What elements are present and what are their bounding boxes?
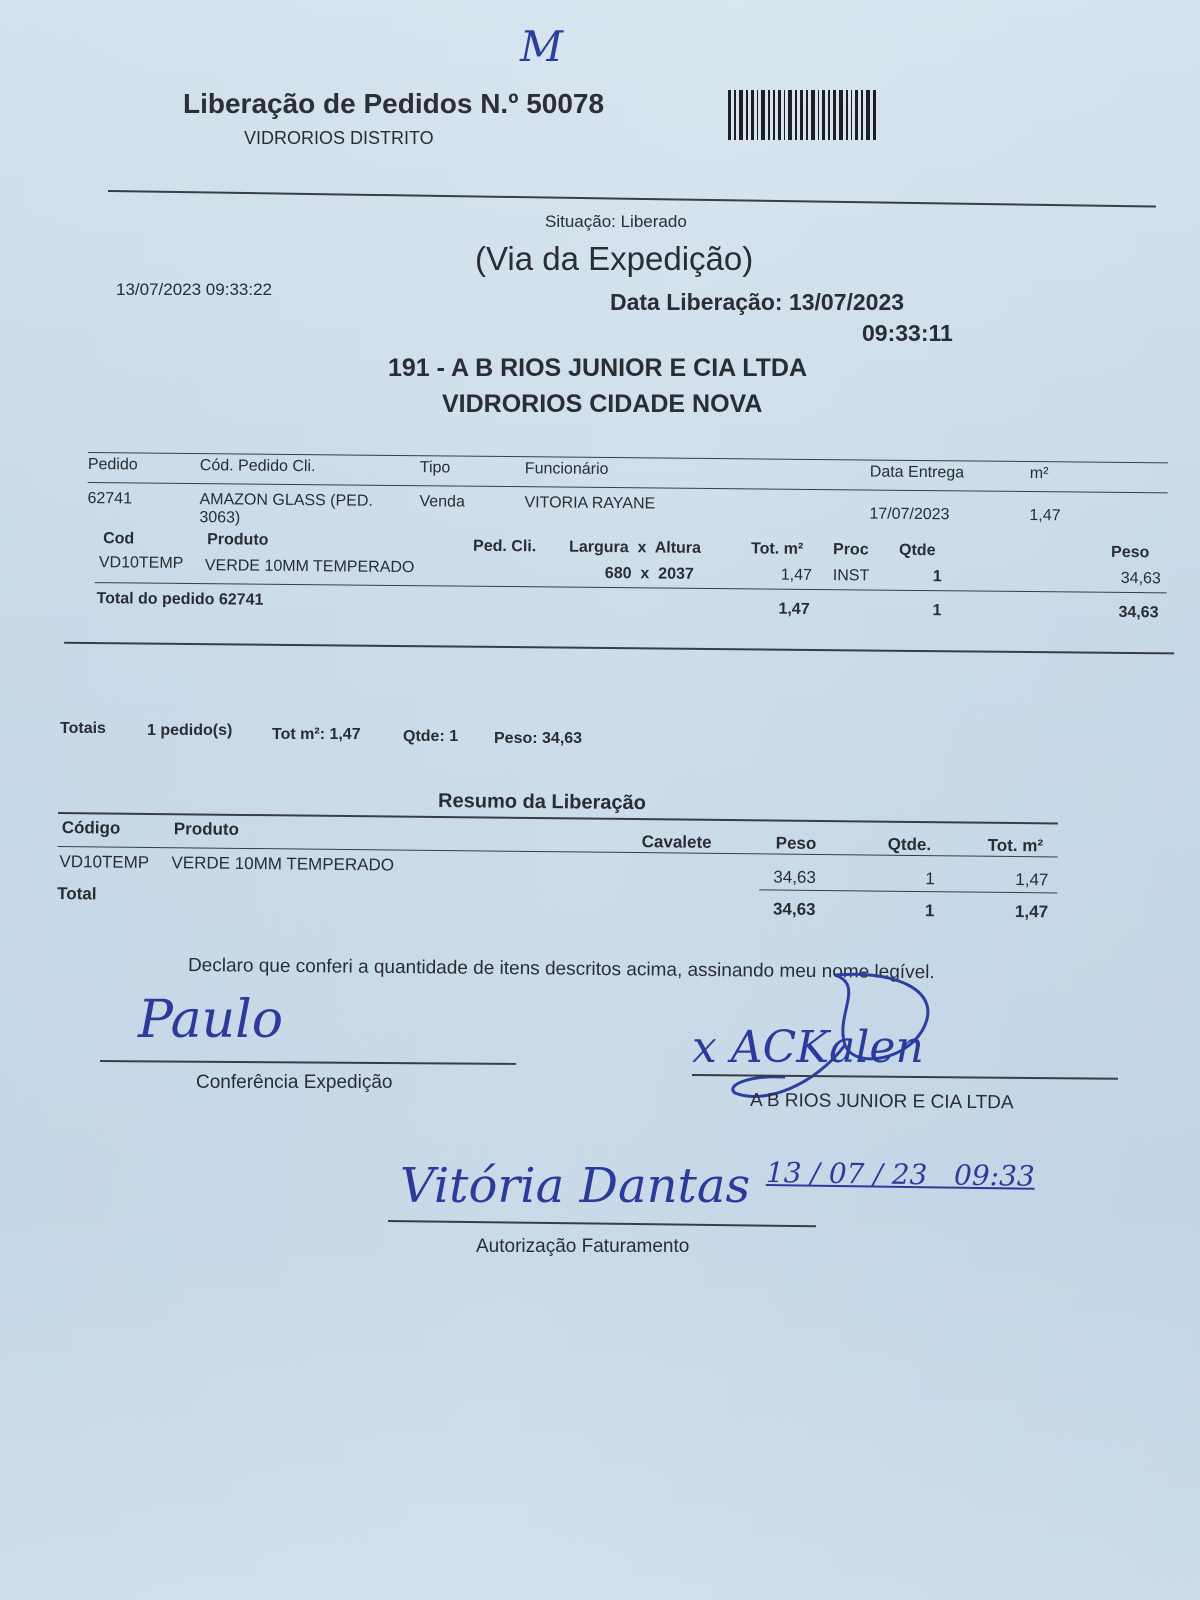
- item-header-proc: Proc: [832, 541, 869, 559]
- row-cod-pedido-cli-1: AMAZON GLASS (PED.: [199, 491, 373, 510]
- client-name: 191 - A B RIOS JUNIOR E CIA LTDA: [388, 354, 808, 382]
- item-header-largura-altura: Largura x Altura: [569, 538, 702, 557]
- client-signature: x ACKalen: [692, 1022, 924, 1073]
- totals-peso: Peso: 34,63: [494, 730, 583, 747]
- summary-total-tot-m2: 1,47: [1014, 902, 1049, 922]
- data-liberacao: Data Liberação: 13/07/2023: [610, 289, 905, 315]
- item-produto: VERDE 10MM TEMPERADO: [204, 557, 415, 577]
- company-name: VIDRORIOS DISTRITO: [244, 128, 434, 148]
- autorizacao-signature: Vitória Dantas: [400, 1158, 751, 1214]
- item-header-ped-cli: Ped. Cli.: [473, 537, 537, 556]
- order-total-m2: 1,47: [778, 600, 810, 618]
- col-header-data-entrega: Data Entrega: [869, 463, 965, 482]
- summary-row-tot-m2: 1,47: [1015, 870, 1049, 890]
- item-tot-m2: 1,47: [780, 566, 813, 584]
- summary-header-peso: Peso: [775, 833, 817, 853]
- item-cod: VD10TEMP: [98, 554, 184, 572]
- col-header-tipo: Tipo: [419, 459, 451, 477]
- summary-total-rule: [759, 889, 1057, 893]
- handwritten-mark: M: [520, 22, 564, 71]
- status-situacao: Situação: Liberado: [545, 212, 687, 231]
- summary-header-codigo: Código: [61, 818, 121, 838]
- summary-header-produto: Produto: [173, 819, 240, 839]
- summary-total-qtde: 1: [924, 901, 935, 921]
- item-peso: 34,63: [1120, 569, 1161, 588]
- print-datetime: 13/07/2023 09:33:22: [116, 280, 272, 299]
- row-cod-pedido-cli-2: 3063): [199, 509, 241, 527]
- via-label: (Via da Expedição): [475, 240, 754, 277]
- summary-total-peso: 34,63: [772, 899, 816, 919]
- item-header-peso: Peso: [1110, 543, 1150, 562]
- declaration-text: Declaro que conferi a quantidade de itens descritos acima, assinando meu nome legível.: [187, 955, 935, 984]
- order-total-qtde: 1: [932, 602, 942, 620]
- autorizacao-label: Autorização Faturamento: [476, 1236, 690, 1257]
- row-pedido: 62741: [87, 489, 133, 508]
- conferencia-label: Conferência Expedição: [196, 1072, 393, 1093]
- summary-header-qtde: Qtde.: [887, 834, 932, 855]
- client-branch: VIDRORIOS CIDADE NOVA: [442, 390, 763, 418]
- totals-label: Totais: [60, 720, 106, 737]
- item-dimensions: 680 x 2037: [604, 564, 694, 583]
- row-data-entrega: 17/07/2023: [869, 505, 950, 524]
- handwritten-date: 13 / 07 / 23 09:33: [765, 1156, 1035, 1193]
- totals-tot-m2: Tot m²: 1,47: [272, 726, 361, 743]
- hora-liberacao: 09:33:11: [862, 320, 953, 346]
- item-header-tot-m2: Tot. m²: [750, 540, 804, 558]
- summary-title: Resumo da Liberação: [438, 789, 647, 815]
- summary-total-label: Total: [57, 883, 97, 904]
- row-m2: 1,47: [1029, 507, 1061, 525]
- item-header-cod: Cod: [103, 530, 135, 548]
- summary-header-cavalete: Cavalete: [641, 832, 712, 852]
- document-title: Liberação de Pedidos N.º 50078: [183, 88, 605, 119]
- client-label: A B RIOS JUNIOR E CIA LTDA: [749, 1090, 1014, 1114]
- autorizacao-signature-line: [388, 1220, 816, 1227]
- conferencia-signature: Paulo: [138, 990, 284, 1050]
- row-funcionario: VITORIA RAYANE: [524, 494, 656, 513]
- col-header-funcionario: Funcionário: [524, 460, 609, 478]
- col-header-cod-pedido-cli: Cód. Pedido Cli.: [199, 457, 316, 476]
- item-proc: INST: [832, 567, 870, 585]
- order-total-label: Total do pedido 62741: [96, 590, 264, 609]
- order-total-peso: 34,63: [1118, 603, 1159, 622]
- summary-row-codigo: VD10TEMP: [59, 852, 150, 872]
- summary-header-tot-m2: Tot. m²: [987, 835, 1044, 856]
- summary-row-qtde: 1: [925, 869, 935, 889]
- item-header-qtde: Qtde: [898, 541, 936, 560]
- item-header-produto: Produto: [207, 531, 269, 549]
- item-qtde: 1: [932, 568, 942, 586]
- summary-row-peso: 34,63: [773, 867, 816, 887]
- row-tipo: Venda: [419, 493, 465, 511]
- col-header-m2: m²: [1029, 465, 1049, 483]
- totals-pedidos: 1 pedido(s): [147, 722, 233, 739]
- summary-row-produto: VERDE 10MM TEMPERADO: [171, 853, 395, 875]
- conferencia-signature-line: [100, 1060, 516, 1065]
- totals-qtde: Qtde: 1: [403, 728, 459, 745]
- col-header-pedido: Pedido: [87, 455, 138, 474]
